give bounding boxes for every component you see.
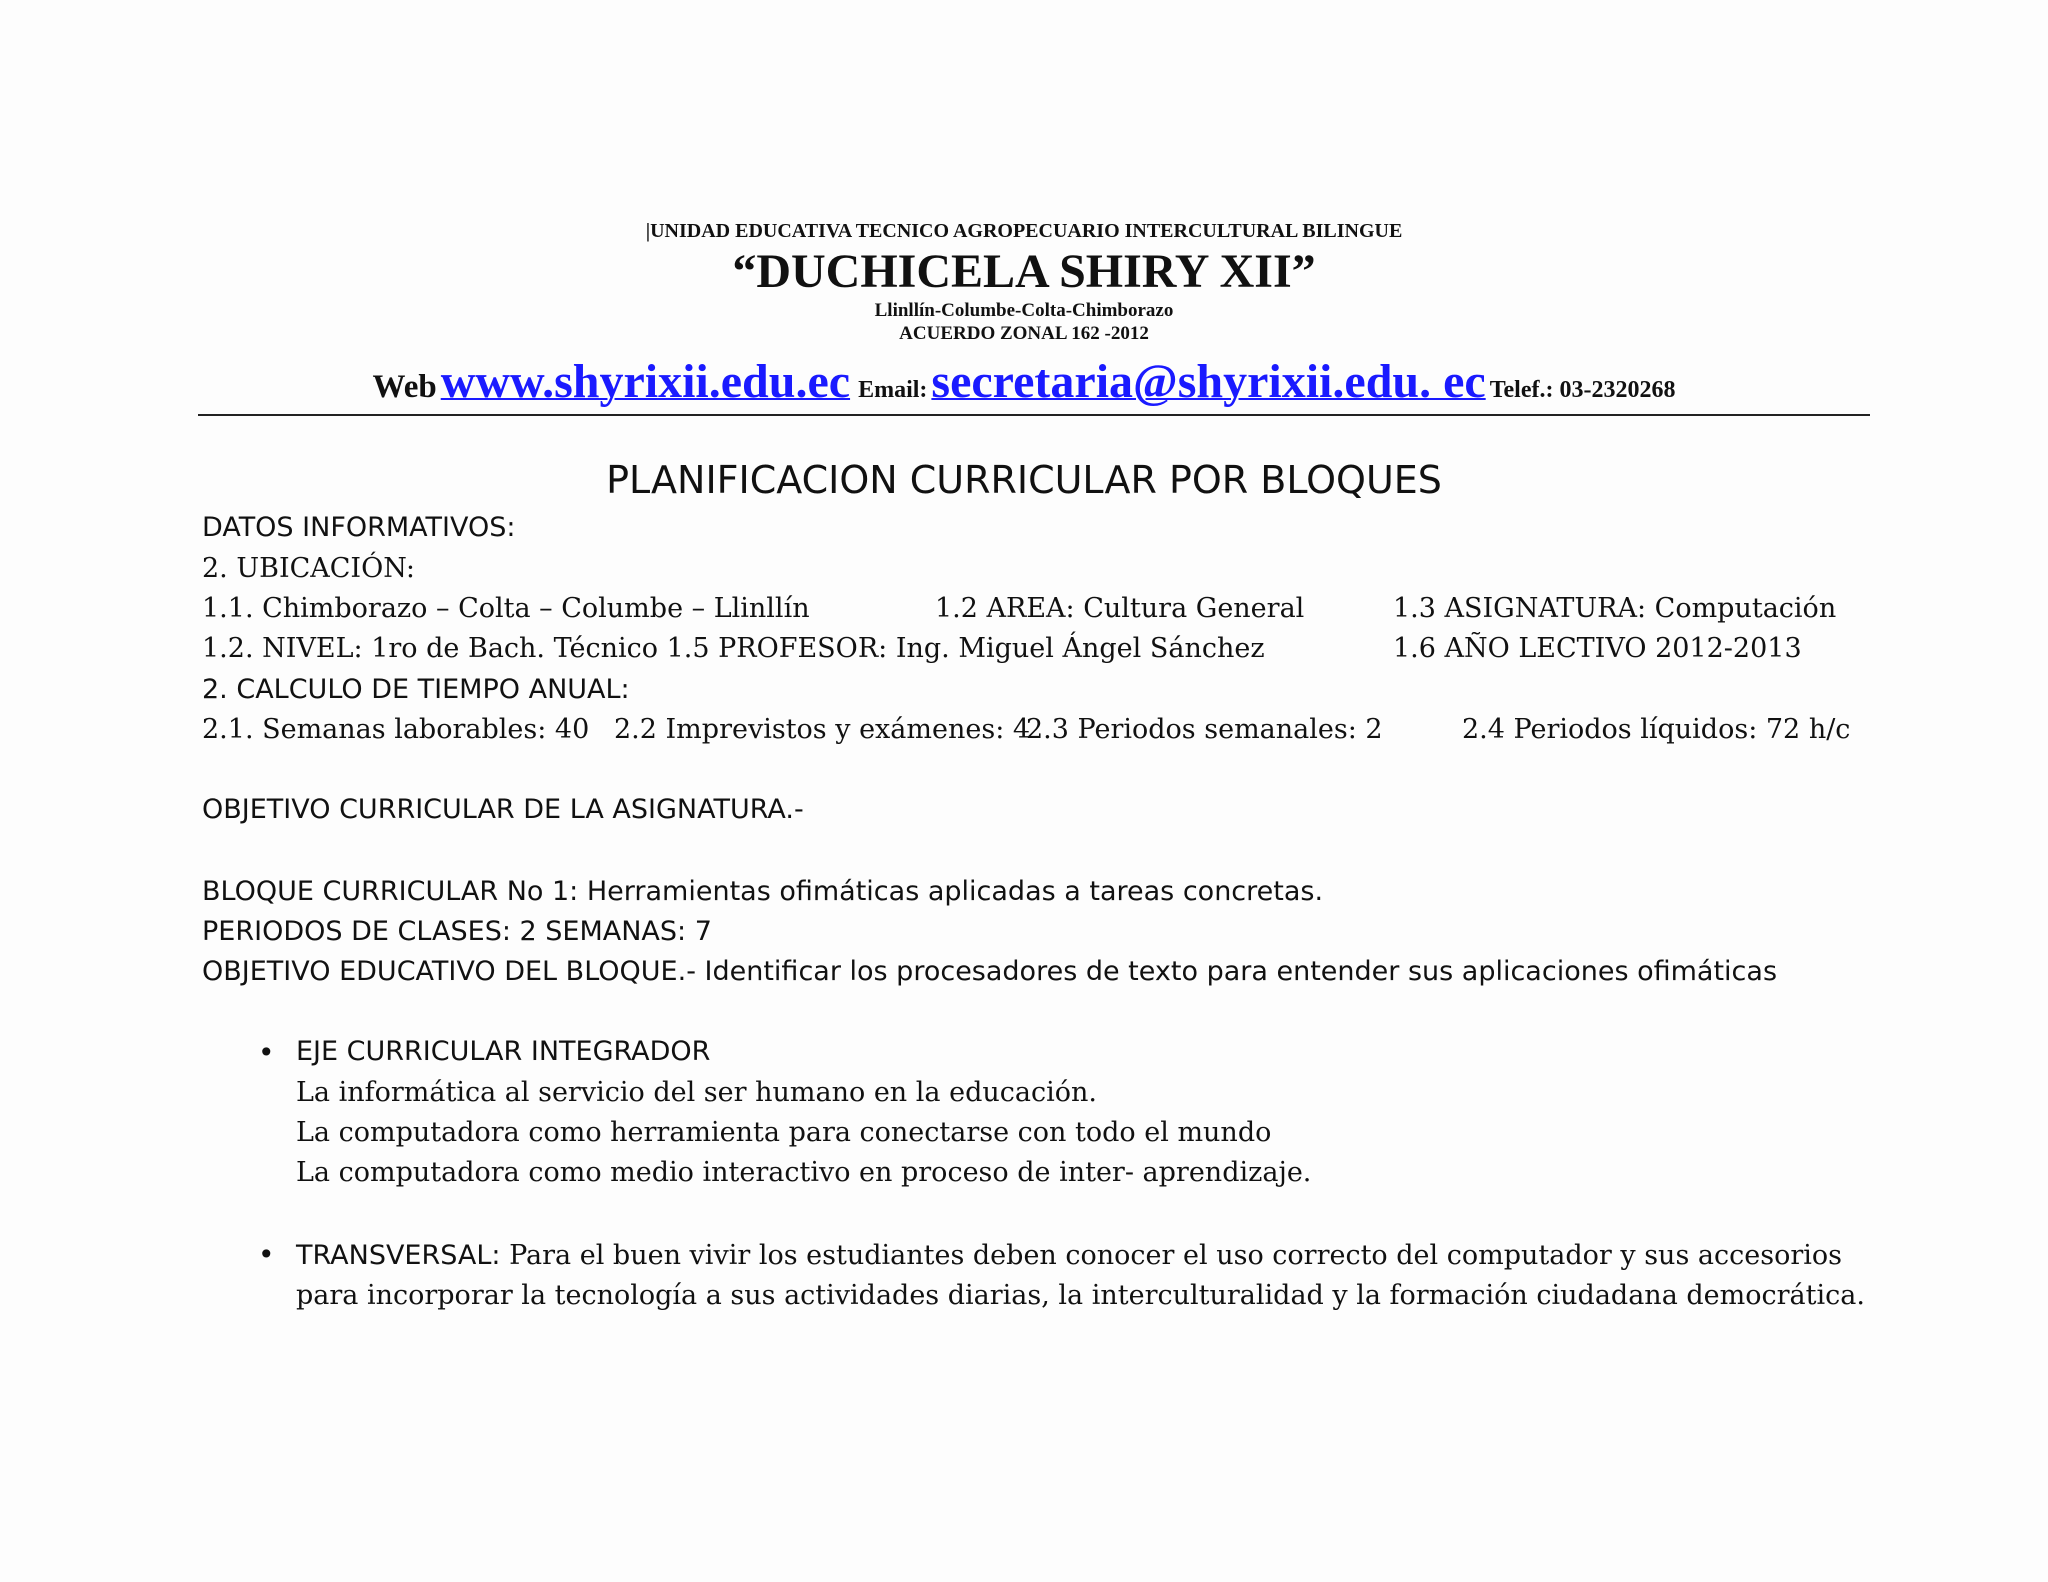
nivel-profesor-field: 1.2. NIVEL: 1ro de Bach. Técnico 1.5 PROFESOR: Ing. Miguel Ángel Sánchez xyxy=(202,633,1265,664)
bloque-curricular: BLOQUE CURRICULAR No 1: Herramientas ofimáticas aplicadas a tareas concretas. xyxy=(202,876,1324,907)
periodos-semanales: 2.3 Periodos semanales: 2 xyxy=(1026,714,1383,745)
datos-heading: DATOS INFORMATIVOS: xyxy=(202,512,516,543)
semanas-laborables: 2.1. Semanas laborables: 40 xyxy=(202,714,590,745)
contact-line xyxy=(0,354,2048,409)
objetivo-educativo-text: Identificar los procesadores de texto para entender sus aplicaciones ofimáticas xyxy=(695,956,1778,987)
imprevistos: 2.2 Imprevistos y exámenes: 4 xyxy=(614,714,1031,745)
transversal-label: TRANSVERSAL: xyxy=(296,1240,501,1271)
periodos-liquidos: 2.4 Periodos líquidos: 72 h/c xyxy=(1462,714,1851,745)
ubicacion-location: 1.1. Chimborazo – Colta – Columbe – Llinllín xyxy=(202,593,810,624)
institution-name: |UNIDAD EDUCATIVA TECNICO AGROPECUARIO INTERCULTURAL BILINGUE xyxy=(645,220,1403,242)
periodos-semanas: PERIODOS DE CLASES: 2 SEMANAS: 7 xyxy=(202,916,712,947)
anio-lectivo-field: 1.6 AÑO LECTIVO 2012-2013 xyxy=(1393,633,1802,664)
ubicacion-label: 2. UBICACIÓN: xyxy=(202,553,415,584)
school-location: Llinllín-Columbe-Colta-Chimborazo xyxy=(874,300,1174,321)
transversal-text: Para el buen vivir los estudiantes deben conocer el uso correcto del computador y sus accesorios para incorporar la tecnología a sus actividades diarias, la interculturalidad y la formación ciudadana democrática. xyxy=(296,1240,1865,1311)
web-label: Web xyxy=(372,369,437,405)
objetivo-educativo-label: OBJETIVO EDUCATIVO DEL BLOQUE.- xyxy=(202,956,696,987)
transversal-paragraph xyxy=(296,1236,1876,1316)
bullet-icon: • xyxy=(258,1036,275,1069)
website-link[interactable]: www.shyrixii.edu.ec xyxy=(440,355,851,408)
eje-line: La computadora como medio interactivo en proceso de inter- aprendizaje. xyxy=(296,1157,1312,1188)
eje-heading: EJE CURRICULAR INTEGRADOR xyxy=(296,1036,711,1067)
email-link[interactable]: secretaria@shyrixii.edu. ec xyxy=(931,355,1486,408)
eje-line: La computadora como herramienta para conectarse con todo el mundo xyxy=(296,1117,1272,1148)
agreement-number: ACUERDO ZONAL 162 -2012 xyxy=(899,323,1149,344)
phone-number: Telef.: 03-2320268 xyxy=(1489,377,1676,403)
document-title: PLANIFICACION CURRICULAR POR BLOQUES xyxy=(606,458,1442,502)
email-label: Email: xyxy=(858,377,928,403)
school-name: “DUCHICELA SHIRY XII” xyxy=(732,245,1316,298)
bullet-icon: • xyxy=(258,1238,275,1271)
eje-line: La informática al servicio del ser humano en la educación. xyxy=(296,1077,1097,1108)
area-field: 1.2 AREA: Cultura General xyxy=(935,593,1305,624)
calculo-heading: 2. CALCULO DE TIEMPO ANUAL: xyxy=(202,674,630,705)
objetivo-curricular: OBJETIVO CURRICULAR DE LA ASIGNATURA.- xyxy=(202,794,804,825)
objetivo-educativo xyxy=(202,956,1777,987)
header-divider xyxy=(198,414,1870,416)
asignatura-field: 1.3 ASIGNATURA: Computación xyxy=(1393,593,1837,624)
